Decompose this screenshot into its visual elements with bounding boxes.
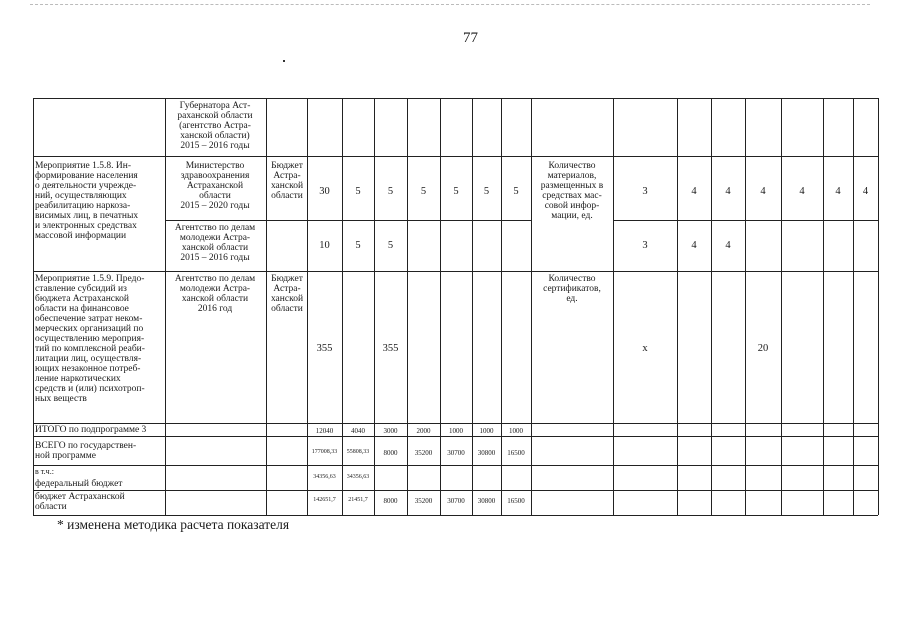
- m158-value-2015-2020: 5: [453, 186, 459, 197]
- table-rule: [33, 465, 878, 466]
- vsego-value: 8000: [383, 449, 398, 457]
- table-rule: [165, 220, 531, 221]
- table-rule: [677, 98, 678, 515]
- reg-value: 16500: [507, 497, 525, 505]
- table-rule: [711, 98, 712, 515]
- reg-value: 8000: [383, 497, 398, 505]
- m158-value-2015-2020: 30: [319, 186, 330, 197]
- m158-indicator-value-2: 4: [691, 240, 697, 251]
- table-rule: [33, 271, 878, 272]
- m159-source: Бюджет Астра- ханской области: [270, 274, 304, 314]
- m158-indicator-value: 4: [760, 186, 766, 197]
- vsego-value: 177008,33: [311, 449, 338, 455]
- reg-value: 30700: [447, 497, 465, 505]
- m158-indicator-value: 3: [642, 186, 648, 197]
- fed-value: 34356,63: [346, 474, 370, 480]
- vsego-label: ВСЕГО по государствен- ной программе: [35, 441, 137, 461]
- table-rule: [823, 98, 824, 515]
- m159-value: 355: [316, 343, 333, 354]
- table-rule: [853, 98, 854, 515]
- m158-indicator-value-2: 3: [642, 240, 648, 251]
- reg-value: 21451,7: [348, 497, 368, 503]
- page-number: 77: [463, 30, 478, 46]
- m158-value-2015-2020: 5: [355, 186, 361, 197]
- m158-value-2015-2020: 5: [420, 186, 427, 197]
- m158-indicator-value: 4: [862, 186, 869, 197]
- table-rule: [33, 436, 878, 437]
- m159-indicator-value: 20: [757, 343, 769, 354]
- m159-indicator: Количество сертификатов, ед.: [543, 274, 601, 304]
- footnote: * изменена методика расчета показателя: [57, 517, 290, 532]
- m158-value-2015-2020: 5: [387, 186, 394, 197]
- m159-name: Мероприятие 1.5.9. Предо- ставление субсидий из бюджета Астраханской области на финансовое обеспечение затрат неком- мерческих организаций по осуществлению мероприя- тий по комплексной реаби- литации лиц, осуществля- ющих незаконное потреб- ление наркотических средств и (или) психотроп- ных веществ: [35, 274, 145, 404]
- table-rule: [33, 515, 878, 516]
- m158-value-youth: 10: [319, 240, 330, 251]
- m158-value-youth: 5: [355, 240, 361, 251]
- table-rule: [33, 490, 878, 491]
- m158-value-2015-2020: 5: [483, 186, 490, 197]
- itogo-value: 12040: [315, 427, 334, 435]
- itogo-value: 1000: [479, 427, 494, 435]
- table-rule: [781, 98, 782, 515]
- table-rule: [33, 423, 878, 424]
- m158-value-youth: 5: [387, 240, 394, 251]
- vsego-value: 16500: [507, 449, 525, 457]
- m158-indicator: Количество материалов, размещенных в средствах мас- совой инфор- мации, ед.: [540, 161, 604, 221]
- fed-label-2: федеральный бюджет: [35, 479, 123, 489]
- fed-value: 34356,63: [313, 474, 336, 480]
- m159-executor: Агентство по делам молодежи Астра- ханской области 2016 год: [174, 274, 256, 314]
- reg-value: 35200: [414, 497, 433, 505]
- m158-indicator-value: 4: [799, 186, 805, 197]
- m159-value: 355: [382, 343, 399, 354]
- table-rule: [745, 98, 746, 515]
- itogo-value: 2000: [416, 427, 431, 435]
- m158-indicator-value-2: 4: [725, 240, 731, 251]
- m158-executor-1: Министерство здравоохранения Астраханской области 2015 – 2020 годы: [180, 161, 250, 211]
- itogo-label: ИТОГО по подпрограмме 3: [35, 425, 147, 435]
- table-rule: [613, 98, 614, 515]
- top-executor-text: Губернатора Аст- раханской области (агентство Астра- ханской области) 2015 – 2016 годы: [177, 101, 253, 151]
- m158-source: Бюджет Астра- ханской области: [270, 161, 304, 201]
- m158-indicator-value: 4: [835, 186, 841, 197]
- reg-value: 142651,7: [313, 497, 336, 503]
- reg-value: 30800: [477, 497, 496, 505]
- m158-executor-2: Агентство по делам молодежи Астра- ханской области 2015 – 2016 годы: [174, 223, 256, 263]
- table-rule: [33, 98, 34, 515]
- itogo-value: 1000: [449, 427, 463, 435]
- itogo-value: 4040: [351, 427, 365, 435]
- vsego-value: 55808,33: [346, 449, 370, 455]
- vsego-value: 30800: [477, 449, 496, 457]
- m158-indicator-value: 4: [725, 186, 731, 197]
- vsego-value: 30700: [447, 449, 465, 457]
- table-rule: [33, 98, 878, 99]
- table-rule: [33, 156, 878, 157]
- reg-label: бюджет Астраханской области: [35, 492, 125, 512]
- m158-name: Мероприятие 1.5.8. Ин- формирование населения о деятельности учрежде- ний, осуществляющих реабилитацию наркоза- висимых лиц, в печатных и электронных средствах массовой информации: [35, 161, 139, 241]
- m159-indicator-value: х: [642, 343, 648, 354]
- m158-indicator-value: 4: [691, 186, 697, 197]
- table-rule: [878, 98, 879, 515]
- m158-value-2015-2020: 5: [513, 186, 519, 197]
- itogo-value: 3000: [383, 427, 398, 435]
- itogo-value: 1000: [509, 427, 523, 435]
- fed-label-1: в т.ч.:: [35, 467, 54, 476]
- vsego-value: 35200: [414, 449, 433, 457]
